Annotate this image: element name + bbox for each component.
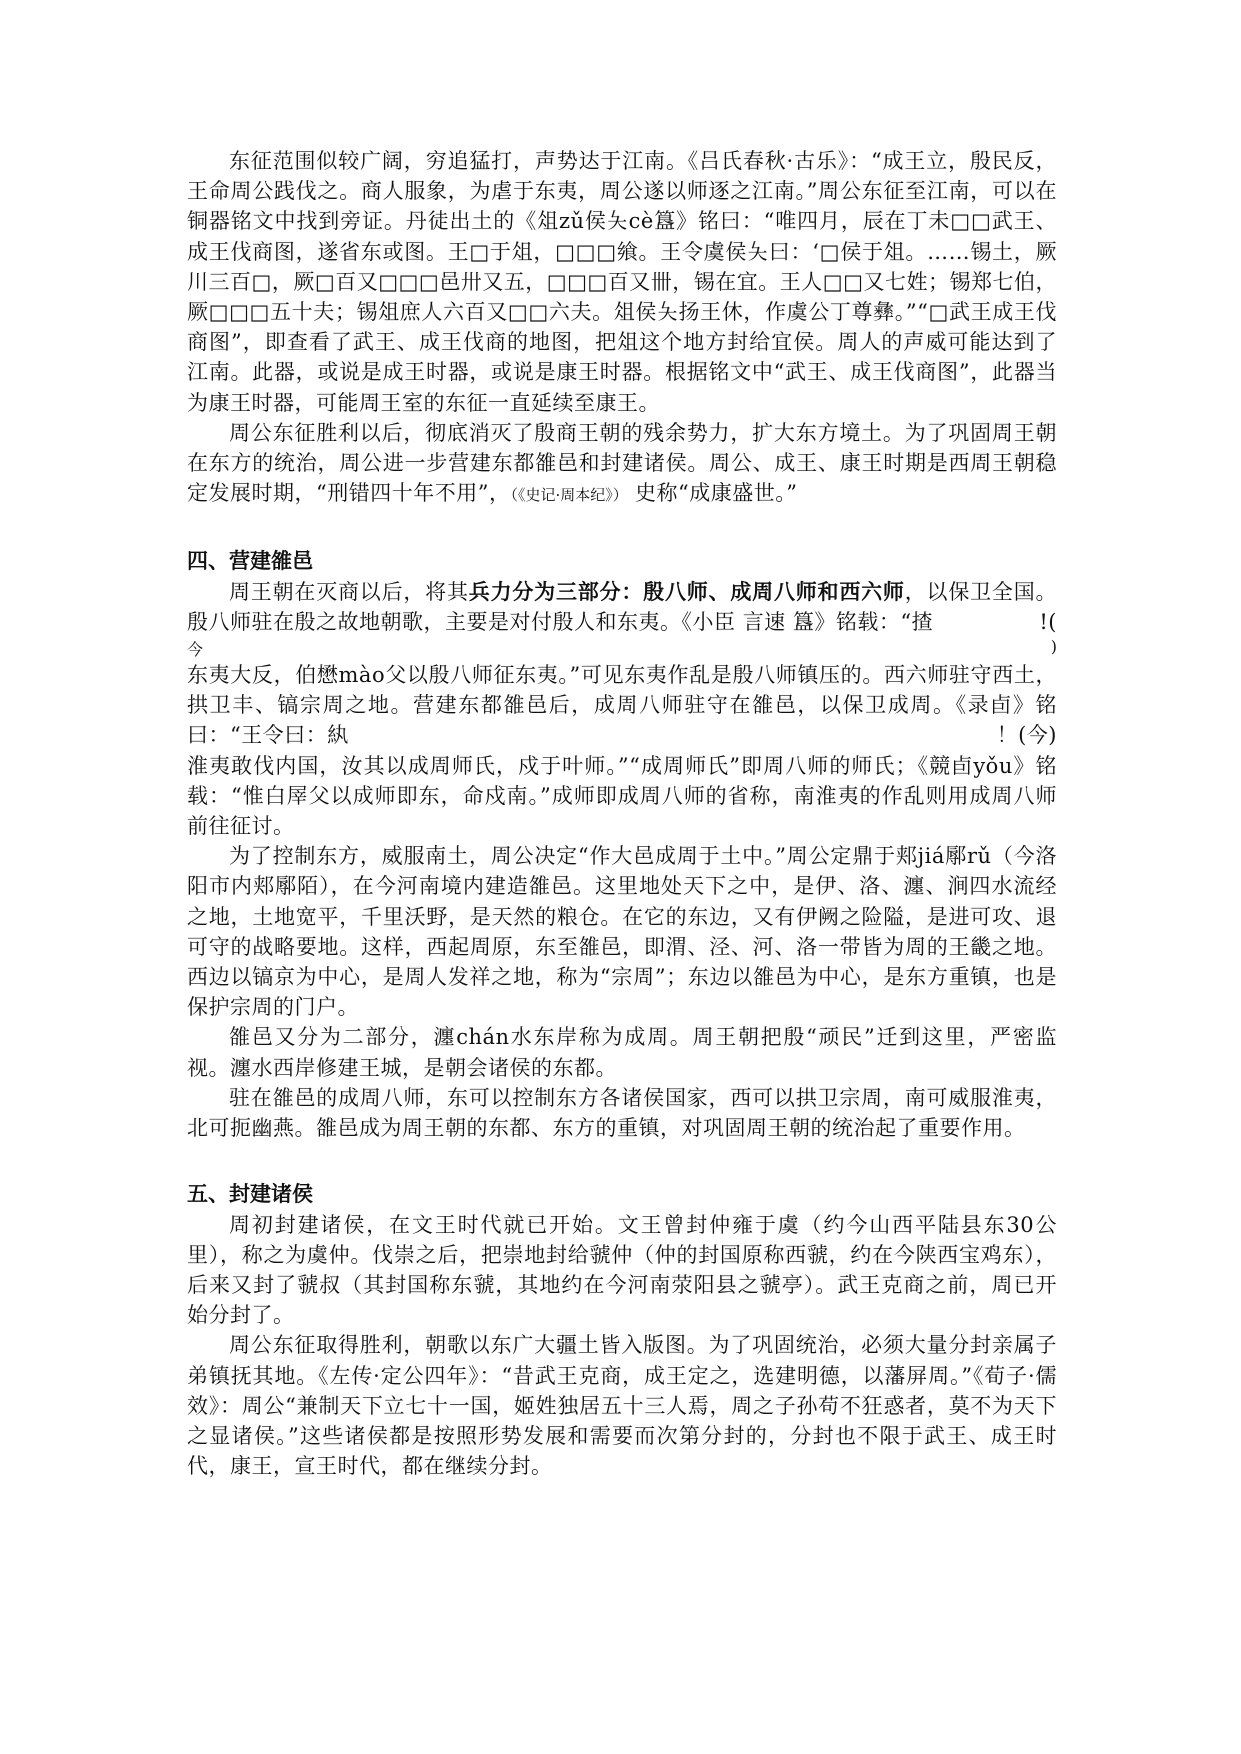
paragraph-chengkang-text: 周公东征胜利以后，彻底消灭了殷商王朝的残余势力，扩大东方境土。为了巩固周王朝在东方的统治，周公进一步营建东都雒邑和封建诸侯。周公、成王、康王时期是西周王朝稳定发展时期，“刑错四十年不用”， (187, 420, 1057, 506)
citation-shiji: （《史记·周本纪》） (510, 486, 628, 505)
text-run: 言速 (742, 609, 786, 634)
bold-text-armies: 兵力分为三部分：殷八师、成周八师和西六师 (468, 578, 905, 604)
text-run: 周王朝在灭商以后，将其 (229, 579, 469, 604)
paragraph-garrison: 驻在雒邑的成周八师，东可以控制东方各诸侯国家，西可以拱卫宗周，南可威服淮夷，北可扼幽燕。雒邑成为周王朝的东都、东方的重镇，对巩固周王朝的统治起了重要作用。 (187, 1085, 1057, 1141)
paragraph-chengzhou: 雒邑又分为二部分，瀍chán水东岸称为成周。周王朝把殷“顽民”迁到这里，严密监视。瀍水西岸修建王城，是朝会诸侯的东都。 (187, 1025, 1057, 1080)
paragraph-site-choice: 为了控制东方，威服南土，周公决定“作大邑成周于土中。”周公定鼎于郏jiá鄏rǔ（今洛阳市内郏鄏陌），在今河南境内建造雒邑。这里地处天下之中，是伊、洛、瀍、涧四水流经之地，土地宽平，千里沃野，是天然的粮仓。在它的东边，又有伊阙之险隘，是进可攻、退可守的战略要地。这样，西起周原，东至雒邑，即渭、泾、河、洛一带皆为周的王畿之地。西边以镐京为中心，是周人发祥之地，称为“宗周”；东边以雒邑为中心，是东方重镇，也是保护宗周的门户。 (187, 844, 1057, 1020)
text-run: ！(今) (996, 723, 1057, 748)
paragraph-chengkang-end: 史称“成康盛世。” (634, 481, 798, 506)
section-gap (187, 510, 1057, 546)
text-run: ) (1050, 637, 1057, 657)
text-run: 紈 (327, 723, 349, 748)
text-run: 簋》铭载：“揸 (792, 609, 934, 634)
paragraph-mass-enfeoffment: 周公东征取得胜利，朝歌以东广大疆土皆入版图。为了巩固统治，必须大量分封亲属子弟镇抚其地。《左传·定公四年》：“昔武王克商，成王定之，选建明德，以藩屏周。”《荀子·儒效》：周公“兼制天下立七十一国，姬姓独居五十三人焉，周之子孙苟不狂惑者，莫不为天下之显诸侯。”这些诸侯都是按照形势发展和需要而次第分封的，分封也不限于武王、成王时代，康王，宣王时代，都在继续分封。 (187, 1333, 1057, 1479)
section-heading-feudal: 五、封建诸侯 (187, 1182, 313, 1207)
paragraph-three-armies (187, 577, 1057, 637)
text-run: 东夷大反，伯懋mào父以殷八师征东夷。”可见东夷作乱是殷八师镇压的。西六师驻守西土，拱卫丰、镐宗周之地。营建东都雒邑后，成周八师驻守在雒邑，以保卫成周。《录卣》铭曰：“王令曰： (187, 663, 1057, 748)
inscription-fragment-line (187, 637, 1057, 660)
section-gap (187, 1143, 1057, 1179)
text-run: !( (1039, 609, 1057, 634)
paragraph-early-enfeoffment: 周初封建诸侯，在文王时代就已开始。文王曾封仲雍于虞（约今山西平陆县东30公里），称之为虞仲。伐崇之后，把崇地封给虢仲（仲的封国原称西虢，约在今陕西宝鸡东），后来又封了虢叔（其封国称东虢，其地约在今河南荥阳县之虢亭）。武王克商之前，周已开始分封了。 (187, 1212, 1057, 1328)
section-heading-luoyi: 四、营建雒邑 (187, 549, 313, 574)
paragraph-eastern-campaign: 东征范围似较广阔，穷追猛打，声势达于江南。《吕氏春秋·古乐》：“成王立，殷民反，王命周公践伐之。商人服象，为虐于东夷，周公遂以师逐之江南。”周公东征至江南，可以在铜器铭文中找到旁证。丹徒出土的《俎zǔ侯夨cè簋》铭曰：“唯四月，辰在丁未□□武王、成王伐商图，遂省东或图。王□于俎，□□□飨。王令虞侯夨曰：‘□侯于俎。……锡土，厥川三百□，厥□百又□□□邑卅又五，□□□百又卌，锡在宜。王人□□又七姓；锡郑七伯，厥□□□五十夫；锡俎庶人六百又□□六夫。俎侯夨扬王休，作虞公丁尊彝。”“□武王成王伐商图”，即查看了武王、成王伐商的地图，把俎这个地方封给宜侯。周人的声威可能达到了江南。此器，或说是成王时器，或说是康王时器。根据铭文中“武王、成王伐商图”，此器当为康王时器，可能周王室的东征一直延续至康王。 (187, 149, 1057, 415)
paragraph-three-armies-cont (187, 660, 1057, 751)
text-run: ，以保卫全国。殷八师驻在殷之故地朝歌，主要是对付殷人和东夷。《小臣 (187, 579, 1058, 634)
paragraph-three-armies-end: 淮夷敢伐内国，汝其以成周师氏，戍于叶师。”“成周师氏”即周八师的师氏；《競卣yǒu》铭载：“惟白屖父以成师即东，命戍南。”成师即成周八师的省称，南淮夷的作乱则用成周八师前往征讨。 (187, 753, 1057, 839)
text-run: 今 (187, 640, 204, 660)
document-body (187, 146, 1057, 1481)
paragraph-chengkang (187, 418, 1057, 511)
